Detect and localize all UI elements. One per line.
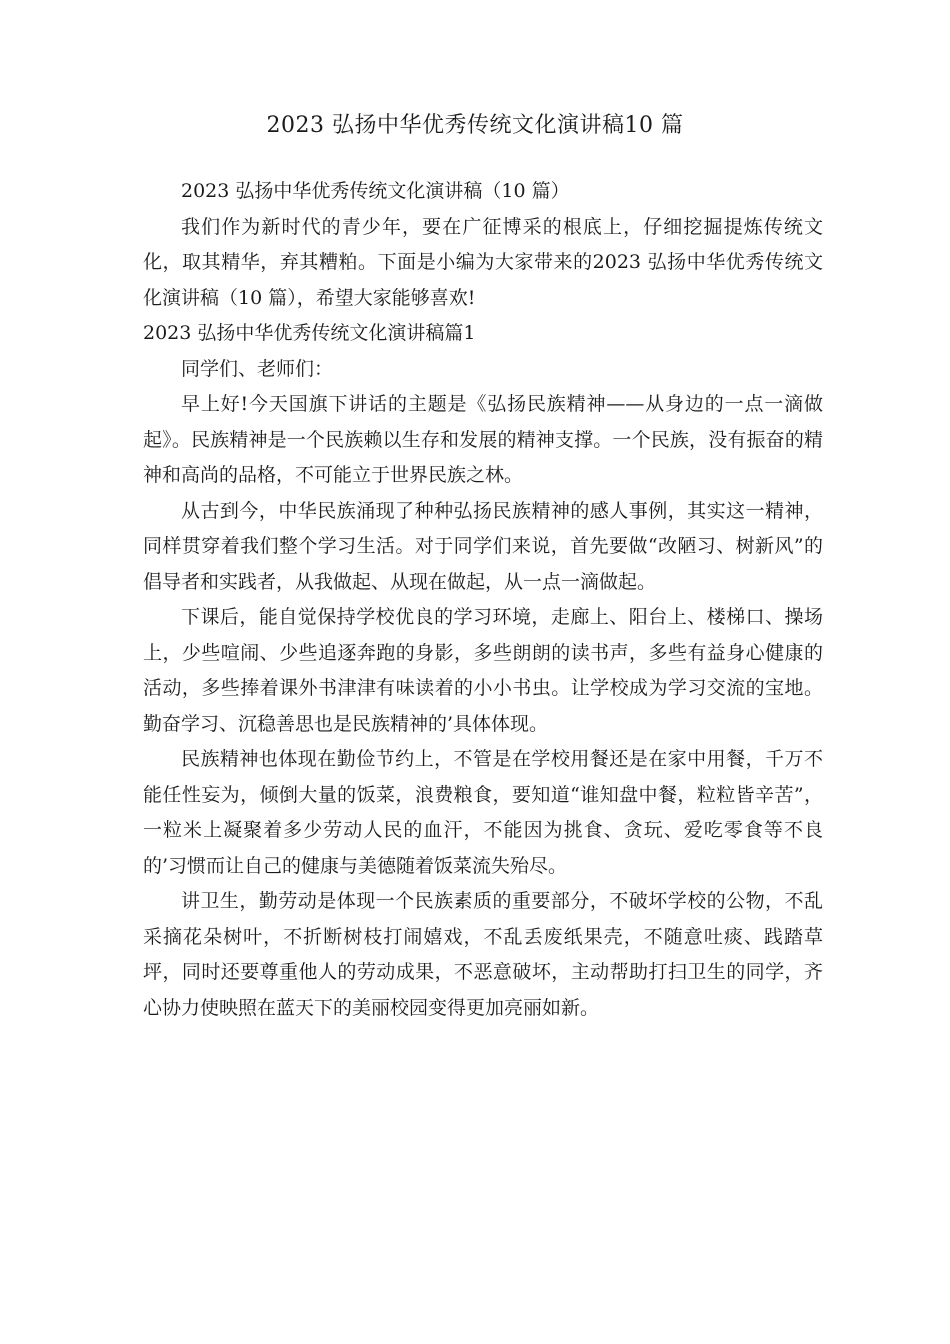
subtitle-paragraph: 2023 弘扬中华优秀传统文化演讲稿（10 篇） [181, 180, 570, 202]
body-paragraph: 下课后，能自觉保持学校优良的学习环境，走廊上、阳台上、楼梯口、操场上，少些喧闹、少些追逐奔跑的身影，多些朗朗的读书声，多些有益身心健康的活动，多些捧着课外书津津有味读着的小小书虫。让学校成为学习交流的宝地。勤奋学习、沉稳善思也是民族精神的’具体体现。 [143, 606, 823, 735]
document-body [143, 174, 823, 1026]
intro-paragraph: 我们作为新时代的青少年，要在广征博采的根底上，仔细挖掘提炼传统文化，取其精华，弃其糟粕。下面是小编为大家带来的2023 弘扬中华优秀传统文化演讲稿（10 篇），希望大家能够喜欢! [143, 215, 823, 309]
section-heading: 2023 弘扬中华优秀传统文化演讲稿篇1 [143, 322, 476, 344]
body-paragraph: 从古到今，中华民族涌现了种种弘扬民族精神的感人事例，其实这一精神，同样贯穿着我们整个学习生活。对于同学们来说，首先要做“改陋习、树新风”的倡导者和实践者，从我做起、从现在做起，从一点一滴做起。 [143, 499, 823, 593]
body-paragraph: 民族精神也体现在勤俭节约上，不管是在学校用餐还是在家中用餐，千万不能任性妄为，倾倒大量的饭菜，浪费粮食，要知道“谁知盘中餐，粒粒皆辛苦”，一粒米上凝聚着多少劳动人民的血汗，不能因为挑食、贪玩、爱吃零食等不良的’习惯而让自己的健康与美德随着饭菜流失殆尽。 [143, 748, 823, 877]
body-paragraph: 早上好!今天国旗下讲话的主题是《弘扬民族精神——从身边的一点一滴做起》。民族精神是一个民族赖以生存和发展的精神支撑。一个民族，没有振奋的精神和高尚的品格，不可能立于世界民族之林。 [143, 393, 823, 486]
body-paragraph: 讲卫生，勤劳动是体现一个民族素质的重要部分，不破坏学校的公物，不乱采摘花朵树叶，不折断树枝打闹嬉戏，不乱丢废纸果壳，不随意吐痰、践踏草坪，同时还要尊重他人的劳动成果，不恶意破坏，主动帮助打扫卫生的同学，齐心协力使映照在蓝天下的美丽校园变得更加亮丽如新。 [143, 890, 823, 1019]
document-title: 2023 弘扬中华优秀传统文化演讲稿10 篇 [266, 113, 684, 138]
salutation-paragraph: 同学们、老师们： [181, 357, 334, 380]
